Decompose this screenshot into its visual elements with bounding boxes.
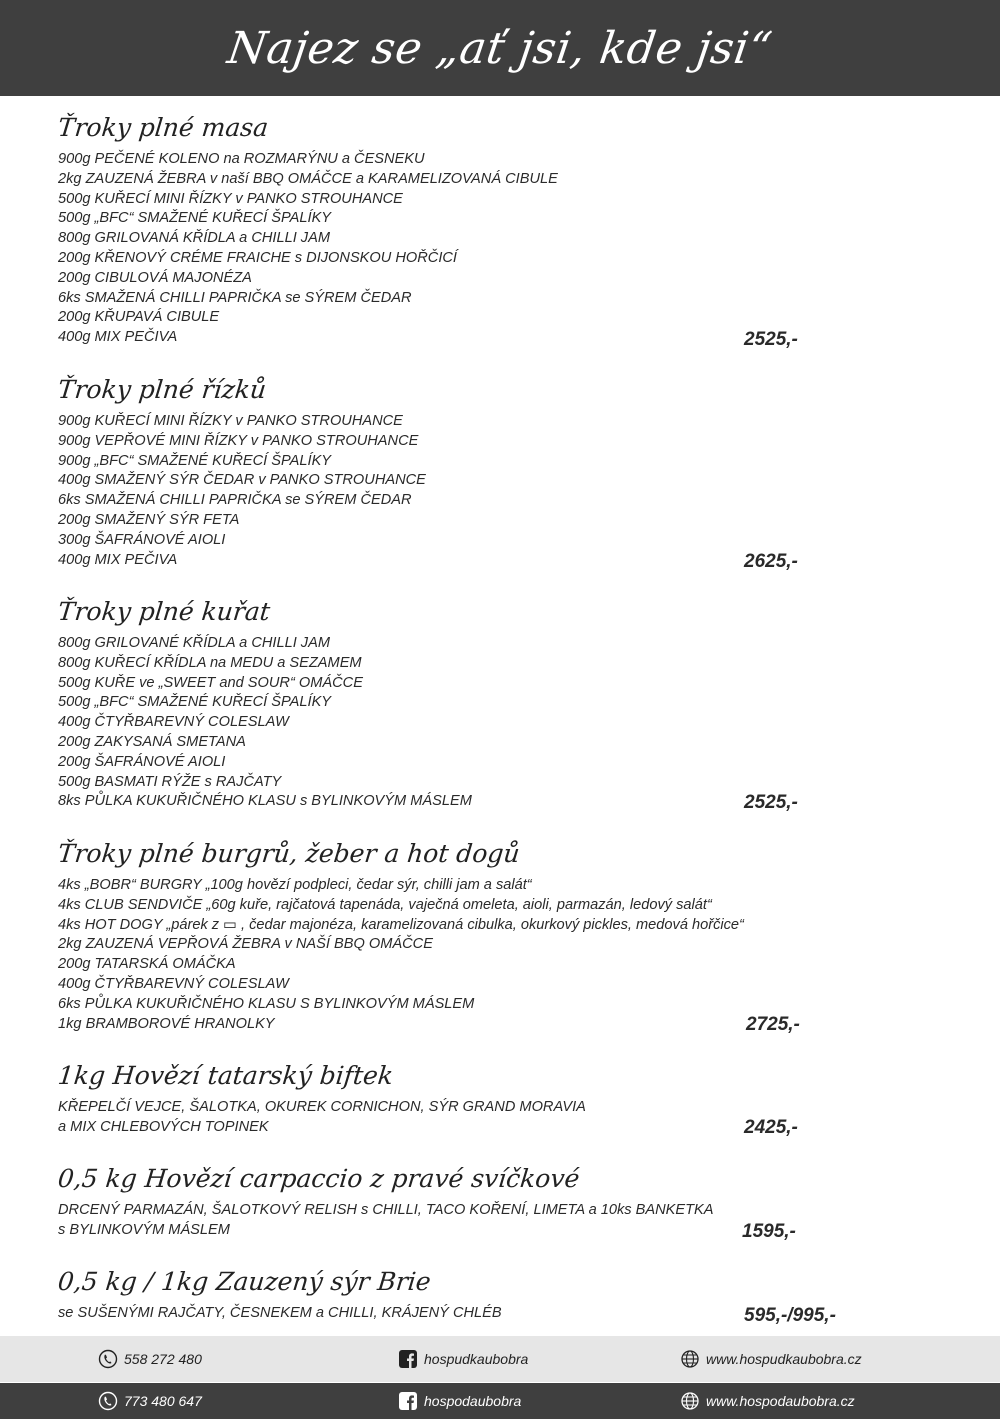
menu-item: KŘEPELČÍ VEJCE, ŠALOTKA, OKUREK CORNICHON, SÝR GRAND MORAVIA (58, 1099, 586, 1115)
menu-item: 900g „BFC“ SMAŽENÉ KUŘECÍ ŠPALÍKY (58, 452, 332, 469)
footer-contacts-2 (0, 1383, 1000, 1419)
menu-item: 400g MIX PEČIVA (58, 329, 178, 346)
menu-item: 200g TATARSKÁ OMÁČKA (58, 956, 236, 973)
section-price: 2625,- (744, 551, 798, 572)
menu-item: 900g VEPŘOVÉ MINI ŘÍZKY v PANKO STROUHANCE (58, 432, 419, 449)
facebook-link[interactable] (398, 1391, 521, 1411)
menu-item: 800g KUŘECÍ KŘÍDLA na MEDU a SEZAMEM (58, 654, 362, 671)
website-link[interactable] (680, 1349, 862, 1369)
menu-section-meat (58, 112, 858, 348)
menu-section-carpaccio (58, 1163, 858, 1241)
item-list (58, 150, 858, 348)
facebook-icon (398, 1349, 418, 1369)
item-list (58, 876, 858, 1034)
menu-section-brie (58, 1266, 858, 1324)
menu-item: 200g KŘENOVÝ CRÉME FRAICHE s DIJONSKOU HOŘČICÍ (58, 249, 457, 266)
menu-item: 800g GRILOVANÁ KŘÍDLA a CHILLI JAM (58, 230, 330, 247)
section-price: 2725,- (746, 1014, 800, 1035)
phone-icon (98, 1349, 118, 1369)
phone-contact[interactable] (98, 1391, 202, 1411)
menu-item: 8ks PŮLKA KUKUŘIČNÉHO KLASU s BYLINKOVÝM MÁSLEM (58, 793, 472, 810)
facebook-name: hospodaubobra (424, 1393, 522, 1409)
phone-icon (98, 1391, 118, 1411)
menu-item: 300g ŠAFRÁNOVÉ AIOLI (58, 531, 226, 548)
menu-item: 200g ŠAFRÁNOVÉ AIOLI (58, 753, 226, 770)
website-url: www.hospudkaubobra.cz (706, 1351, 862, 1367)
section-price: 595,-/995,- (744, 1305, 836, 1326)
menu-item: 500g „BFC“ SMAŽENÉ KUŘECÍ ŠPALÍKY (58, 694, 332, 711)
menu-item: 400g SMAŽENÝ SÝR ČEDAR v PANKO STROUHANCE (58, 472, 426, 489)
section-price: 2525,- (744, 792, 798, 813)
footer-contacts-1 (0, 1336, 1000, 1382)
menu-item: 500g BASMATI RÝŽE s RAJČATY (58, 773, 282, 790)
section-title: Ťroky plné kuřat (56, 597, 272, 626)
menu-item: 200g ZAKYSANÁ SMETANA (58, 733, 246, 750)
globe-icon (680, 1391, 700, 1411)
menu-item: 1kg BRAMBOROVÉ HRANOLKY (58, 1015, 275, 1032)
section-title: 0,5 kg / 1kg Zauzený sýr Brie (56, 1267, 433, 1296)
menu-section-chicken (58, 596, 858, 812)
facebook-name: hospudkaubobra (424, 1351, 529, 1367)
menu-section-burgers (58, 838, 858, 1034)
menu-item: 900g KUŘECÍ MINI ŘÍZKY v PANKO STROUHANCE (58, 413, 403, 429)
section-price: 1595,- (742, 1221, 796, 1242)
section-title: 1kg Hovězí tatarský biftek (56, 1061, 395, 1090)
menu-item: 4ks CLUB SENDVIČE „60g kuře, rajčatová tapenáda, vaječná omeleta, aioli, parmazán, ledový salát“ (58, 896, 712, 913)
menu-item: 500g „BFC“ SMAŽENÉ KUŘECÍ ŠPALÍKY (58, 210, 332, 227)
menu-item: 500g KUŘECÍ MINI ŘÍZKY v PANKO STROUHANCE (58, 190, 403, 207)
item-list (58, 634, 858, 812)
menu-item: se SUŠENÝMI RAJČATY, ČESNEKEM a CHILLI, KRÁJENÝ CHLÉB (58, 1305, 502, 1321)
menu-item: a MIX CHLEBOVÝCH TOPINEK (58, 1118, 269, 1135)
section-title: Ťroky plné burgrů, žeber a hot dogů (56, 839, 522, 868)
globe-icon (680, 1349, 700, 1369)
menu-item: 4ks HOT DOGY „párek z ▭ , čedar majonéza, karamelizovaná cibulka, okurkový pickles, medová hořčice“ (58, 916, 744, 933)
section-price: 2425,- (744, 1117, 798, 1138)
menu-item: DRCENÝ PARMAZÁN, ŠALOTKOVÝ RELISH s CHILLI, TACO KOŘENÍ, LIMETA a 10ks BANKETKA (58, 1202, 714, 1218)
facebook-link[interactable] (398, 1349, 528, 1369)
menu-item: 2kg ZAUZENÁ VEPŘOVÁ ŽEBRA v NAŠÍ BBQ OMÁČCE (58, 936, 433, 953)
phone-number: 773 480 647 (124, 1393, 202, 1409)
page-title: Najez se „ať jsi, kde jsi“ (224, 22, 776, 74)
menu-item: 400g ČTYŘBAREVNÝ COLESLAW (58, 975, 289, 992)
item-list (58, 1304, 858, 1324)
section-title: 0,5 kg Hovězí carpaccio z pravé svíčkové (56, 1164, 581, 1193)
phone-number: 558 272 480 (124, 1351, 202, 1367)
menu-item: 400g MIX PEČIVA (58, 551, 178, 568)
website-link[interactable] (680, 1391, 855, 1411)
menu-item: 800g GRILOVANÉ KŘÍDLA a CHILLI JAM (58, 635, 330, 651)
menu-item: 400g ČTYŘBAREVNÝ COLESLAW (58, 714, 289, 731)
section-title: Ťroky plné řízků (56, 375, 268, 404)
website-url: www.hospodaubobra.cz (706, 1393, 855, 1409)
item-list (58, 1201, 858, 1241)
menu-item: 6ks PŮLKA KUKUŘIČNÉHO KLASU S BYLINKOVÝM MÁSLEM (58, 995, 475, 1012)
menu-item: 200g CIBULOVÁ MAJONÉZA (58, 269, 252, 286)
facebook-icon (398, 1391, 418, 1411)
item-list (58, 412, 858, 570)
menu-item: 200g KŘUPAVÁ CIBULE (58, 309, 220, 326)
section-price: 2525,- (744, 329, 798, 350)
section-title: Ťroky plné masa (56, 113, 270, 142)
menu-item: 6ks SMAŽENÁ CHILLI PAPRIČKA se SÝREM ČEDAR (58, 492, 412, 509)
menu-item: 2kg ZAUZENÁ ŽEBRA v naší BBQ OMÁČCE a KARAMELIZOVANÁ CIBULE (58, 170, 558, 187)
menu-item: 900g PEČENÉ KOLENO na ROZMARÝNU a ČESNEKU (58, 151, 425, 167)
menu-section-schnitzels (58, 374, 858, 570)
item-list (58, 1098, 858, 1138)
phone-contact[interactable] (98, 1349, 202, 1369)
menu-item: 500g KUŘE ve „SWEET and SOUR“ OMÁČCE (58, 674, 363, 691)
menu-section-tartare (58, 1060, 858, 1138)
menu-item: 4ks „BOBR“ BURGRY „100g hovězí podpleci, čedar sýr, chilli jam a salát“ (58, 877, 532, 893)
menu-item: 200g SMAŽENÝ SÝR FETA (58, 511, 240, 528)
menu-item: s BYLINKOVÝM MÁSLEM (58, 1221, 230, 1238)
menu-item: 6ks SMAŽENÁ CHILLI PAPRIČKA se SÝREM ČEDAR (58, 289, 412, 306)
